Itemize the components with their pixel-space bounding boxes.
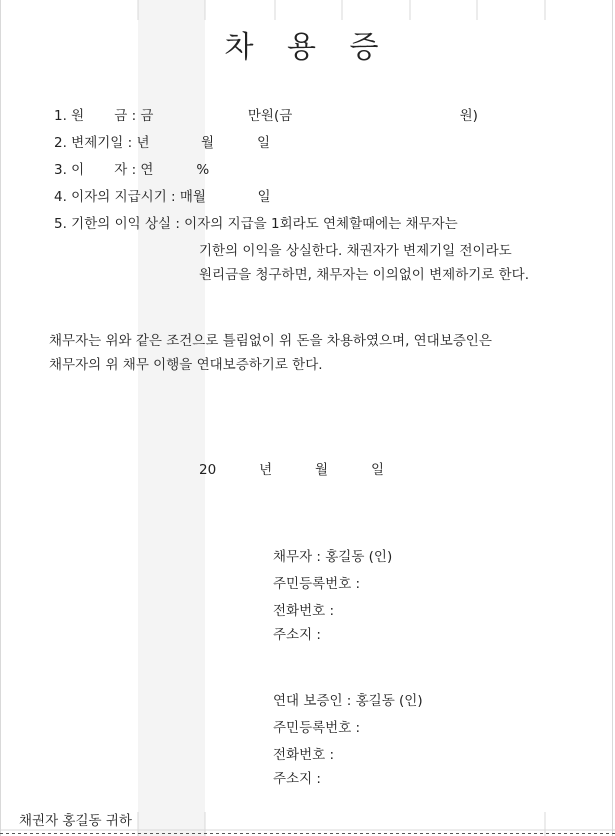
statement-line2: 채무자의 위 채무 이행을 연대보증하기로 한다. <box>49 357 323 373</box>
debtor-name: 채무자 : 홍길동 (인) <box>273 549 393 565</box>
debtor-phone: 전화번호 : <box>273 603 335 619</box>
term-acceleration-line2: 기한의 이익을 상실한다. 채권자가 변제기일 전이라도 <box>199 243 512 259</box>
guarantor-phone: 전화번호 : <box>273 747 335 763</box>
term-interest: 3. 이 자 : 연 % <box>54 162 210 178</box>
date-line: 20 년 월 일 <box>199 462 385 478</box>
term-principal: 1. 원 금 : 금 만원(금 원) <box>54 108 478 124</box>
statement-line1: 채무자는 위와 같은 조건으로 틀림없이 위 돈을 차용하였으며, 연대보증인은 <box>49 333 492 349</box>
guarantor-rrn: 주민등록번호 : <box>273 720 361 736</box>
addressee: 채권자 홍길동 귀하 <box>19 813 132 829</box>
term-due-date: 2. 변제기일 : 년 월 일 <box>54 135 270 151</box>
term-interest-payment: 4. 이자의 지급시기 : 매월 일 <box>54 189 271 205</box>
term-acceleration: 5. 기한의 이익 상실 : 이자의 지급을 1회라도 연체할때에는 채무자는 <box>54 216 458 232</box>
debtor-rrn: 주민등록번호 : <box>273 576 361 592</box>
document-title: 차 용 증 <box>224 30 391 65</box>
guarantor-name: 연대 보증인 : 홍길동 (인) <box>273 693 423 709</box>
debtor-address: 주소지 : <box>273 627 321 643</box>
term-acceleration-line3: 원리금을 청구하면, 채무자는 이의없이 변제하기로 한다. <box>199 267 529 283</box>
guarantor-address: 주소지 : <box>273 771 321 787</box>
